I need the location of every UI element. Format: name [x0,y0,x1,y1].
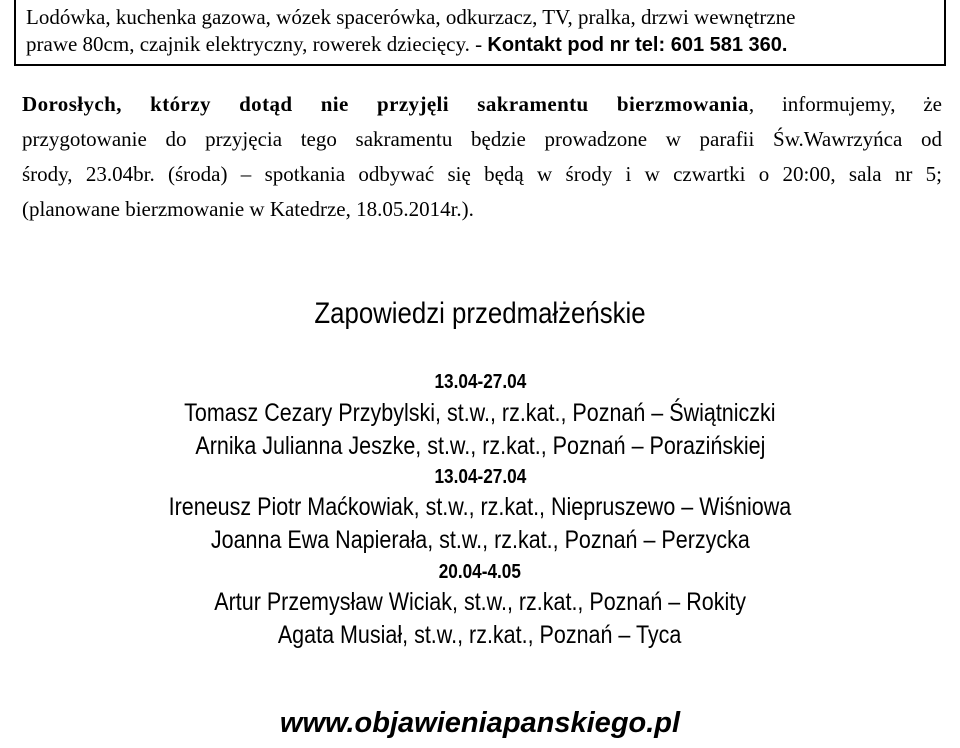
notice-items: prawe 80cm, czajnik elektryczny, rowerek dziecięcy. - [26,32,488,56]
banns-entry: Tomasz Cezary Przybylski, st.w., rz.kat., Poznań – Świątniczki [184,399,776,427]
confirmation-line-1 [22,87,942,122]
confirmation-line-4: (planowane bierzmowanie w Katedrze, 18.05.2014r.). [22,197,474,221]
banns-entry: Arnika Julianna Jeszke, st.w., rz.kat., Poznań – Porazińskiej [194,432,766,460]
confirmation-line-1-rest: , informujemy, że [748,92,942,116]
notice-line-1: Lodówka, kuchenka gazowa, wózek spacerówka, odkurzacz, TV, pralka, drzwi wewnętrzne [26,5,796,29]
banns-entry: Artur Przemysław Wiciak, st.w., rz.kat., Poznań – Rokity [214,588,746,616]
banns-entry: Agata Musiał, st.w., rz.kat., Poznań – Tyca [278,621,682,649]
confirmation-paragraph [22,87,942,227]
confirmation-line-2: przygotowanie do przyjęcia tego sakramentu będzie prowadzone w parafii Św.Wawrzyńca od [22,127,942,151]
notice-line-2 [26,31,934,59]
contact-phone: Kontakt pod nr tel: 601 581 360. [487,34,788,56]
banns-date: 13.04-27.04 [434,371,526,393]
confirmation-line-3: środy, 23.04br. (środa) – spotkania odbywać się będą w środy i w czwartki o 20:00, sala nr 5; [22,162,942,186]
notice-box [14,0,946,66]
banns-entry: Joanna Ewa Napierała, st.w., rz.kat., Poznań – Perzycka [210,526,750,554]
website-link[interactable]: www.objawieniapanskiego.pl [279,707,681,739]
banns-date: 13.04-27.04 [434,466,526,488]
banns-date: 20.04-4.05 [438,561,522,583]
banns-title: Zapowiedzi przedmałżeńskie [314,297,646,330]
banns-entry: Ireneusz Piotr Maćkowiak, st.w., rz.kat., Niepruszewo – Wiśniowa [168,493,792,521]
confirmation-bold-lead: Dorosłych, którzy dotąd nie przyjęli sakramentu bierzmowania [22,92,749,116]
